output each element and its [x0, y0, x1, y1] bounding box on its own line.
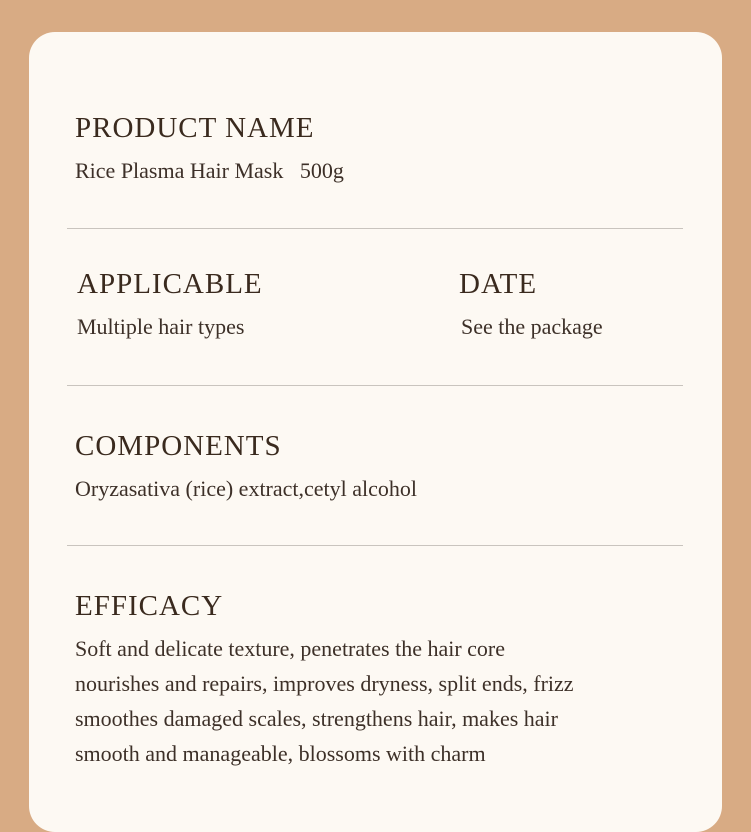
- components-value: Oryzasativa (rice) extract,cetyl alcohol: [75, 476, 418, 501]
- efficacy-line: smoothes damaged scales, strengthens hair, makes hair: [75, 706, 558, 731]
- date-value: See the package: [461, 314, 603, 339]
- efficacy-line: nourishes and repairs, improves dryness, split ends, frizz: [75, 671, 574, 696]
- divider-2: [67, 385, 683, 386]
- date-heading: DATE: [459, 268, 538, 300]
- product-info-card: [29, 32, 722, 832]
- divider-1: [67, 228, 683, 229]
- applicable-section: [77, 270, 263, 338]
- product-name-heading: PRODUCT NAME: [75, 112, 315, 144]
- efficacy-line: Soft and delicate texture, penetrates the hair core: [75, 636, 506, 661]
- applicable-value: Multiple hair types: [77, 314, 245, 339]
- divider-3: [67, 545, 683, 546]
- efficacy-section: [75, 592, 695, 771]
- components-heading: COMPONENTS: [75, 430, 282, 462]
- applicable-heading: APPLICABLE: [77, 268, 263, 300]
- product-name-section: [75, 114, 344, 182]
- efficacy-heading: EFFICACY: [75, 590, 224, 622]
- components-section: [75, 432, 417, 500]
- efficacy-description: [75, 631, 695, 771]
- product-name-value: Rice Plasma Hair Mask 500g: [75, 158, 344, 183]
- efficacy-line: smooth and manageable, blossoms with charm: [75, 741, 486, 766]
- date-section: [459, 270, 603, 338]
